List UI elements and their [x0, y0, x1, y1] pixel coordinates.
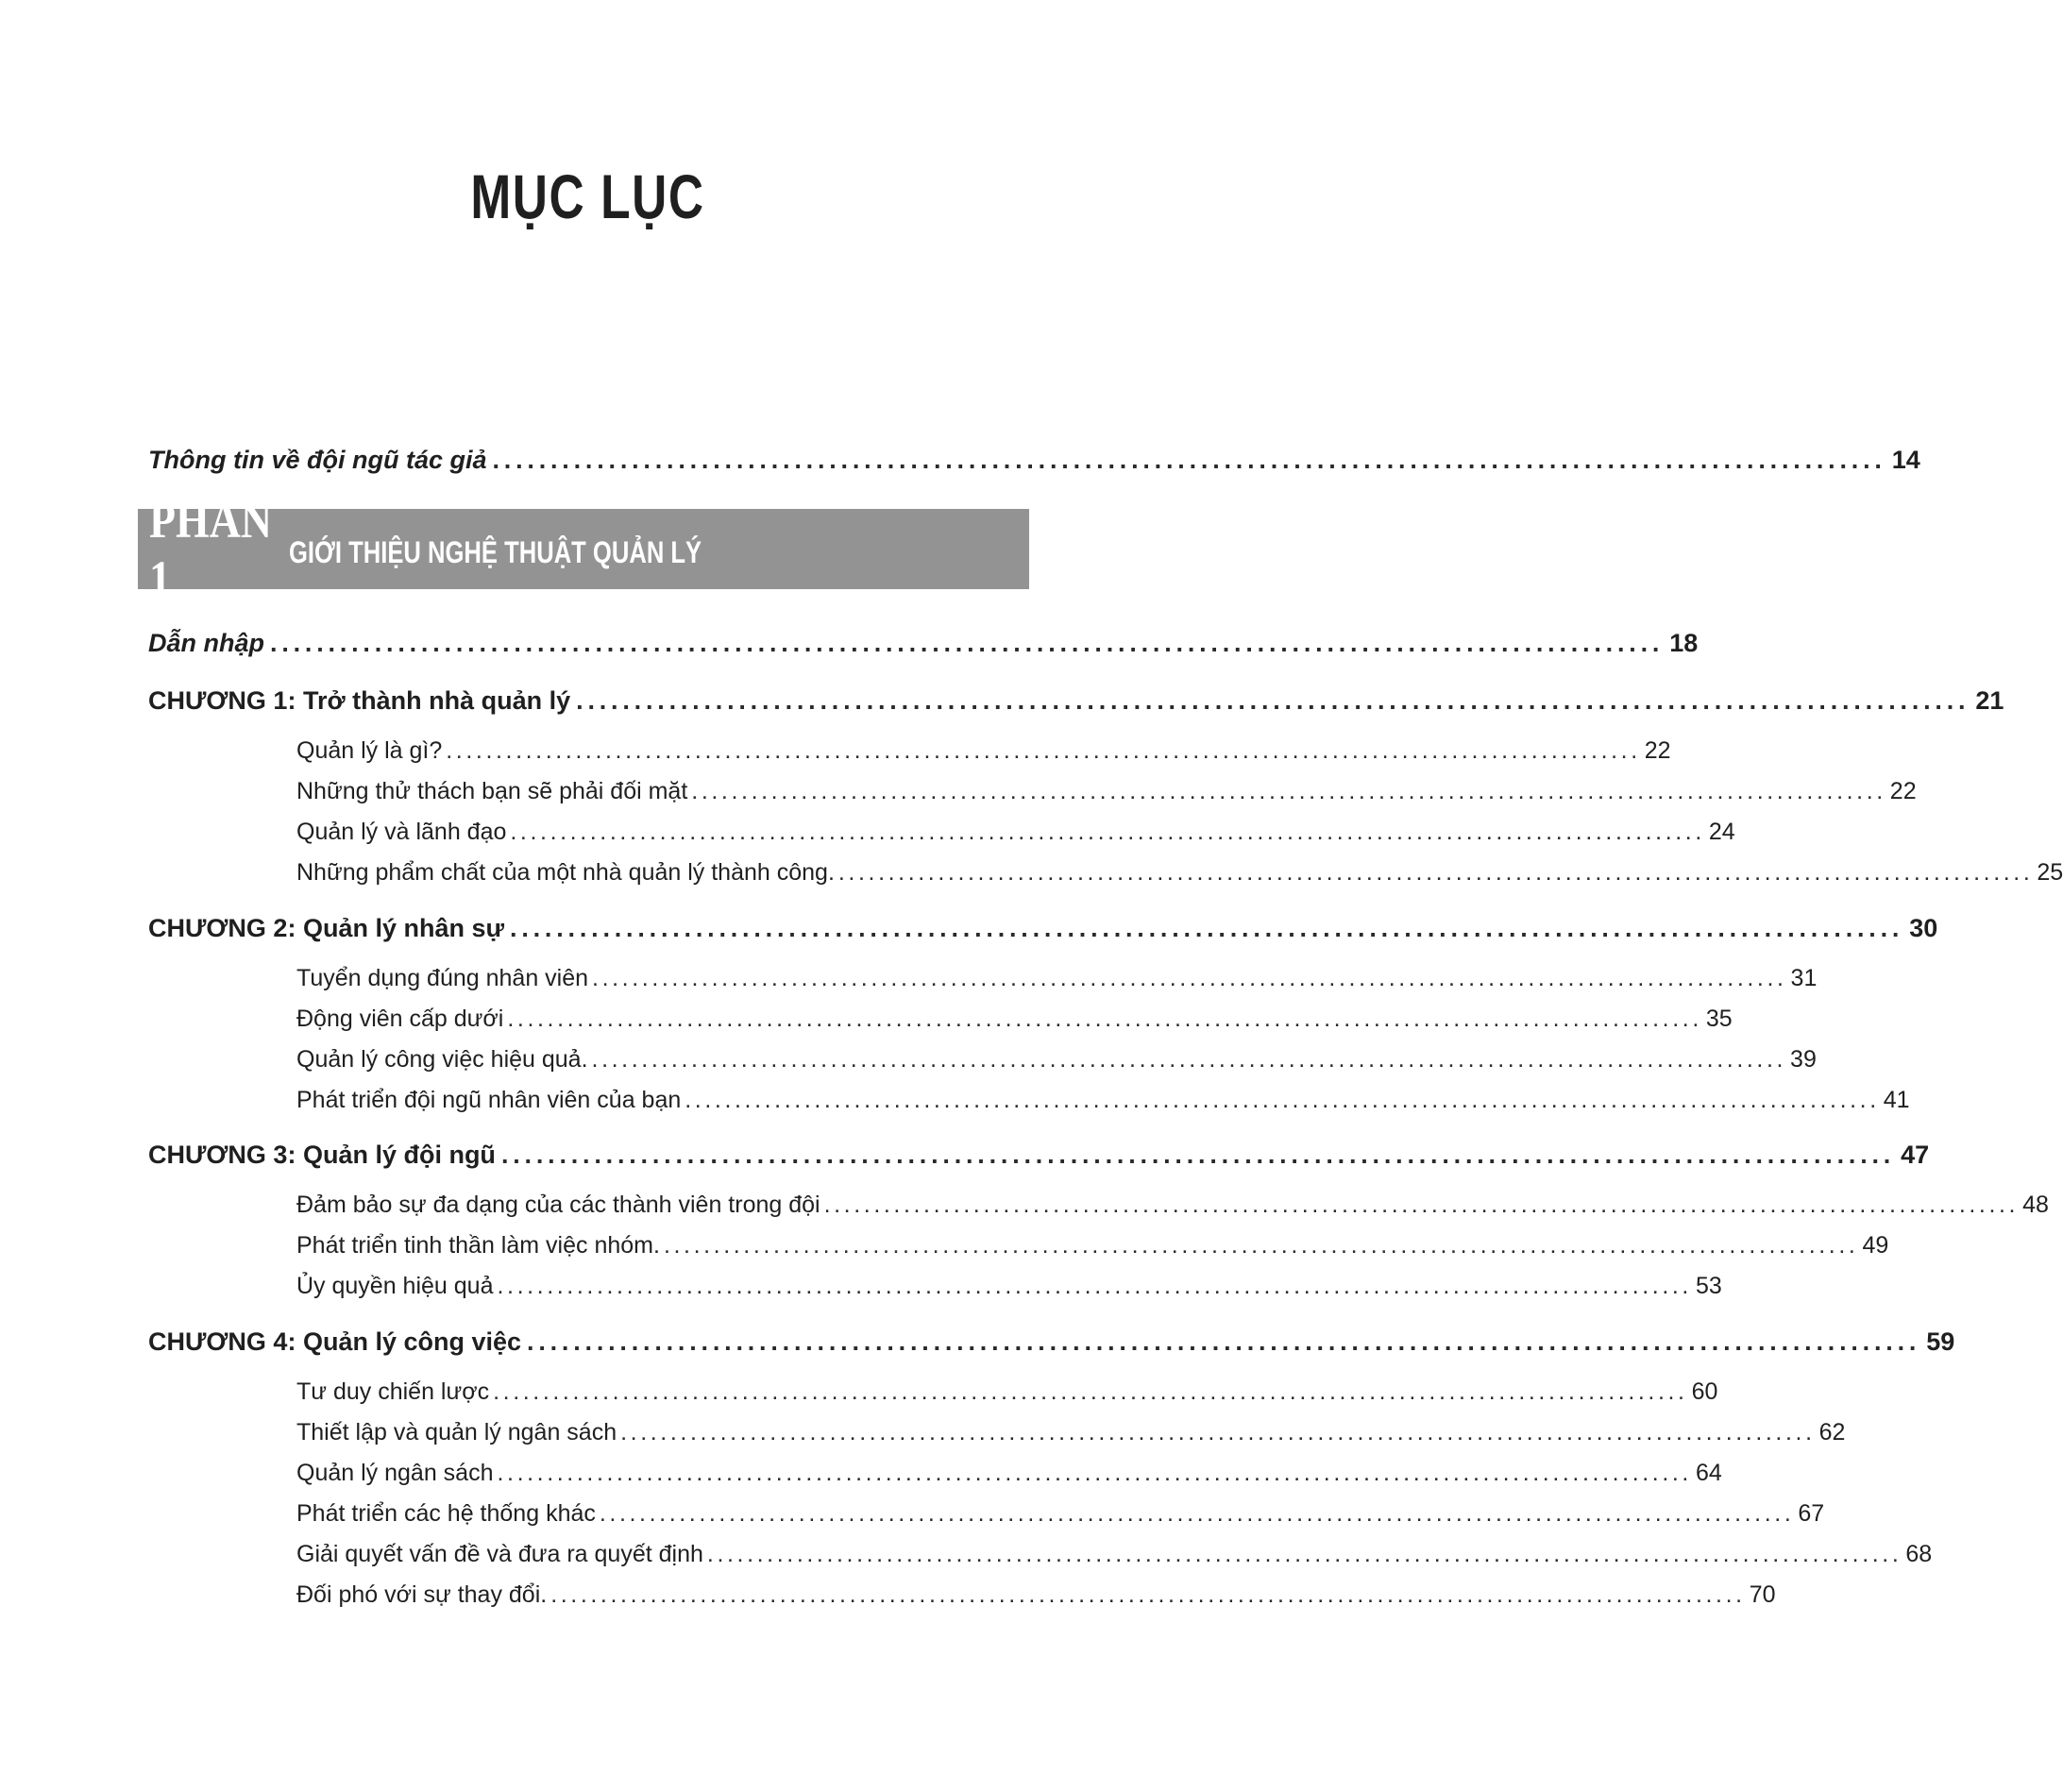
toc-chapter-1[interactable]: [148, 686, 2004, 716]
dot-leader: ........................................................................................................................: [599, 1500, 1795, 1527]
dot-leader: ........................................................................................................................: [685, 1087, 1880, 1113]
toc-section[interactable]: [296, 1273, 1722, 1300]
section-page: 67: [1798, 1500, 1825, 1527]
section-page: 25: [2037, 859, 2063, 886]
chapter-label: CHƯƠNG 3: Quản lý đội ngũ: [148, 1141, 496, 1169]
section-label: Đối phó với sự thay đổi.: [296, 1581, 548, 1608]
toc-section[interactable]: [296, 819, 1735, 846]
toc-entry-intro[interactable]: [148, 629, 1699, 658]
dot-leader: ........................................................................................................................: [550, 1581, 1746, 1608]
section-label: Quản lý và lãnh đạo: [296, 819, 507, 845]
dot-leader: ........................................................................................................................: [591, 1046, 1787, 1073]
section-page: 31: [1790, 965, 1818, 991]
toc-entry-authors[interactable]: [148, 446, 1920, 475]
toc-section[interactable]: [296, 1541, 1933, 1568]
dot-leader: ........................................................................................................................: [663, 1232, 1859, 1259]
chapter-label: CHƯƠNG 4: Quản lý công việc: [148, 1327, 522, 1356]
toc-section[interactable]: [296, 1192, 2049, 1219]
section-label: Quản lý ngân sách: [296, 1460, 494, 1486]
dot-leader: ........................................................................................................................: [823, 1192, 2020, 1218]
dot-leader: ........................................................................................................................: [493, 1378, 1688, 1405]
toc-entry-label: Thông tin về đội ngũ tác giả: [148, 446, 487, 474]
section-page: 35: [1705, 1006, 1733, 1032]
dot-leader: ........................................................................................................................: [706, 1541, 1902, 1567]
dot-leader: ........................................................................................................................: [497, 1273, 1692, 1299]
part-number: PHẦN 1: [149, 491, 273, 607]
section-label: Phát triển các hệ thống khác: [296, 1500, 596, 1527]
section-page: 64: [1695, 1460, 1722, 1486]
chapter-page: 59: [1926, 1327, 1955, 1356]
dot-leader: ........................................................................................................................: [837, 859, 2034, 886]
section-page: 49: [1862, 1232, 1889, 1259]
section-label: Quản lý là gì?: [296, 737, 443, 764]
chapter-label: CHƯƠNG 1: Trở thành nhà quản lý: [148, 686, 571, 715]
section-page: 70: [1749, 1581, 1776, 1608]
dot-leader: ........................................................................................................................: [446, 737, 1641, 764]
toc-section[interactable]: [296, 1087, 1910, 1114]
section-label: Phát triển đội ngũ nhân viên của bạn: [296, 1087, 682, 1113]
section-label: Ủy quyền hiệu quả: [296, 1273, 494, 1299]
dot-leader: ........................................................................................................................: [510, 914, 1904, 942]
toc-section[interactable]: [296, 1046, 1817, 1074]
section-page: 48: [2022, 1192, 2049, 1218]
toc-entry-page: 14: [1891, 446, 1920, 474]
section-label: Động viên cấp dưới: [296, 1006, 504, 1032]
chapter-page: 21: [1975, 686, 2004, 715]
section-label: Đảm bảo sự đa dạng của các thành viên trong đội: [296, 1192, 820, 1218]
chapter-page: 47: [1901, 1141, 1930, 1169]
toc-section[interactable]: [296, 1232, 1889, 1259]
section-label: Quản lý công việc hiệu quả.: [296, 1046, 588, 1073]
dot-leader: ........................................................................................................................: [510, 819, 1705, 845]
section-page: 53: [1695, 1273, 1722, 1299]
dot-leader: ........................................................................................................................: [592, 965, 1787, 991]
dot-leader: ........................................................................................................................: [576, 686, 1970, 715]
toc-section[interactable]: [296, 1419, 1846, 1446]
chapter-label: CHƯƠNG 2: Quản lý nhân sự: [148, 914, 505, 942]
toc-section[interactable]: [296, 737, 1671, 765]
dot-leader: ........................................................................................................................: [492, 446, 1886, 474]
section-page: 24: [1708, 819, 1735, 845]
toc-section[interactable]: [296, 965, 1818, 992]
toc-section[interactable]: [296, 1006, 1733, 1033]
section-label: Phát triển tinh thần làm việc nhóm.: [296, 1232, 660, 1259]
section-page: 62: [1818, 1419, 1846, 1445]
page-title: MỤC LỤC: [470, 161, 705, 231]
section-page: 41: [1883, 1087, 1910, 1113]
section-page: 22: [1644, 737, 1671, 764]
dot-leader: ........................................................................................................................: [270, 629, 1665, 657]
toc-section[interactable]: [296, 778, 1917, 805]
section-label: Thiết lập và quản lý ngân sách: [296, 1419, 617, 1445]
toc-chapter-4[interactable]: [148, 1327, 1955, 1357]
section-label: Giải quyết vấn đề và đưa ra quyết định: [296, 1541, 703, 1567]
toc-section[interactable]: [296, 1581, 1776, 1609]
toc-section[interactable]: [296, 1378, 1718, 1406]
section-page: 39: [1790, 1046, 1817, 1073]
section-label: Những phẩm chất của một nhà quản lý thành công.: [296, 859, 835, 886]
section-page: 68: [1905, 1541, 1933, 1567]
section-page: 22: [1889, 778, 1917, 804]
toc-chapter-2[interactable]: [148, 914, 1938, 943]
toc-entry-page: 18: [1669, 629, 1699, 657]
dot-leader: ........................................................................................................................: [620, 1419, 1816, 1445]
toc-entry-label: Dẫn nhập: [148, 629, 265, 657]
toc-section[interactable]: [296, 1500, 1825, 1528]
section-label: Tuyển dụng đúng nhân viên: [296, 965, 589, 991]
toc-section[interactable]: [296, 1460, 1722, 1487]
part-title: GIỚI THIỆU NGHỆ THUẬT QUẢN LÝ: [289, 535, 702, 569]
dot-leader: ........................................................................................................................: [691, 778, 1886, 804]
dot-leader: ........................................................................................................................: [497, 1460, 1692, 1486]
section-page: 60: [1691, 1378, 1718, 1405]
dot-leader: ........................................................................................................................: [507, 1006, 1702, 1032]
toc-chapter-3[interactable]: [148, 1141, 1930, 1170]
section-label: Tư duy chiến lược: [296, 1378, 490, 1405]
chapter-page: 30: [1909, 914, 1938, 942]
part-banner: [138, 491, 1029, 607]
dot-leader: ........................................................................................................................: [527, 1327, 1921, 1356]
section-label: Những thử thách bạn sẽ phải đối mặt: [296, 778, 688, 804]
toc-section[interactable]: [296, 859, 2063, 887]
dot-leader: ........................................................................................................................: [500, 1141, 1896, 1169]
